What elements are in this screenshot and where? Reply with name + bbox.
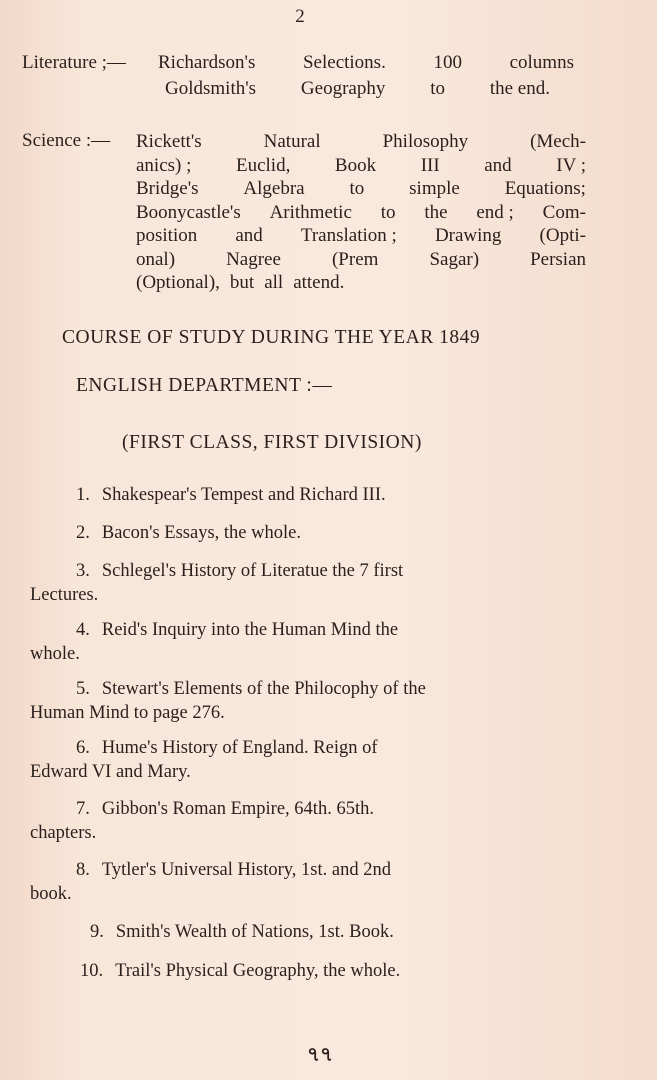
class-heading: (FIRST CLASS, FIRST DIVISION) [122, 432, 422, 453]
word: Book [334, 154, 377, 176]
word: to [380, 201, 396, 223]
item-text: Reid's Inquiry into the Human Mind the [101, 620, 399, 640]
item-text: Smith's Wealth of Nations, 1st. Book. [115, 922, 394, 942]
word: Sagar) [429, 248, 480, 270]
word: attend. [293, 272, 345, 293]
word: Selections. [302, 52, 386, 73]
list-item [30, 736, 590, 784]
science-line [136, 224, 586, 248]
word: Natural [263, 131, 321, 152]
word: Drawing [434, 225, 502, 246]
literature-line-2 [165, 78, 550, 100]
item-text: Schlegel's History of Literatue the 7 first [101, 561, 404, 581]
item-text: Trail's Physical Geography, the whole. [115, 961, 401, 981]
list-item [30, 483, 590, 507]
word: III [420, 154, 440, 176]
word: all [264, 272, 284, 293]
word: (Optional), [136, 272, 220, 293]
list-item [30, 858, 590, 906]
list-item [30, 559, 590, 607]
word: but [229, 272, 255, 293]
item-text: Tytler's Universal History, 1st. and 2nd [101, 860, 391, 880]
item-text: Bacon's Essays, the whole. [101, 523, 301, 543]
word: the [424, 201, 448, 223]
item-text: Stewart's Elements of the Philocophy of the [101, 679, 426, 699]
list-item [30, 797, 590, 845]
word: (Prem [331, 248, 379, 270]
item-number: 8. [76, 860, 90, 880]
word: columns [509, 52, 574, 73]
page-number: 2 [295, 6, 305, 27]
science-line [136, 177, 586, 201]
item-continuation: whole. [30, 644, 80, 664]
word: Goldsmith's [165, 78, 257, 99]
word: Persian [530, 248, 586, 270]
literature-label: Literature ;— [22, 52, 126, 73]
list-item [30, 521, 590, 545]
science-line [136, 154, 586, 178]
item-number: 5. [76, 679, 90, 699]
item-continuation: Lectures. [30, 585, 99, 605]
word: 100 [433, 52, 462, 73]
science-line [136, 248, 586, 272]
item-number: 1. [76, 485, 90, 505]
word: onal) [136, 248, 176, 270]
item-text: Shakespear's Tempest and Richard III. [101, 485, 386, 505]
word: to [430, 78, 445, 99]
word: IV ; [556, 154, 586, 176]
word: end ; [476, 201, 514, 223]
science-body [136, 130, 586, 295]
word: Boonycastle's [136, 201, 241, 223]
word: Euclid, [235, 154, 291, 176]
science-label: Science :— [22, 130, 111, 151]
word: Com- [542, 201, 586, 223]
list-item [30, 677, 590, 725]
word: (Mech- [530, 131, 586, 152]
word: Philosophy [382, 131, 469, 152]
word: Rickett's [136, 131, 202, 152]
item-number: 6. [76, 738, 90, 758]
list-item [30, 618, 590, 666]
item-number: 2. [76, 523, 90, 543]
list-item [30, 920, 590, 944]
item-number: 9. [90, 922, 104, 942]
word: Algebra [243, 178, 305, 199]
department-heading: ENGLISH DEPARTMENT :— [76, 375, 333, 396]
word: Bridge's [136, 178, 199, 199]
item-continuation: book. [30, 884, 72, 904]
item-number: 3. [76, 561, 90, 581]
item-text: Gibbon's Roman Empire, 64th. 65th. [101, 799, 374, 819]
word: anics) ; [136, 154, 192, 176]
item-continuation: Edward VI and Mary. [30, 762, 191, 782]
science-line [136, 271, 586, 295]
word: position [136, 225, 198, 246]
word: to [349, 178, 365, 199]
item-number: 4. [76, 620, 90, 640]
list-item [30, 959, 590, 983]
word: Richardson's [158, 52, 256, 73]
footer-mark: ৭৭ [306, 1044, 333, 1066]
item-number: 7. [76, 799, 90, 819]
word: Geography [300, 78, 386, 99]
word: simple [409, 178, 460, 199]
item-continuation: Human Mind to page 276. [30, 703, 225, 723]
literature-line-1 [158, 52, 574, 74]
word: the end. [489, 78, 550, 99]
item-continuation: chapters. [30, 823, 97, 843]
course-heading: COURSE OF STUDY DURING THE YEAR 1849 [62, 327, 481, 348]
science-line [136, 201, 586, 225]
word: Arithmetic [269, 201, 352, 223]
word: and [484, 154, 512, 176]
item-text: Hume's History of England. Reign of [101, 738, 378, 758]
word: (Opti- [539, 225, 586, 246]
word: Nagree [226, 248, 281, 270]
item-number: 10. [80, 961, 104, 981]
word: Equations; [504, 178, 586, 199]
word: Translation ; [300, 225, 397, 246]
science-line [136, 130, 586, 154]
word: and [235, 225, 263, 246]
